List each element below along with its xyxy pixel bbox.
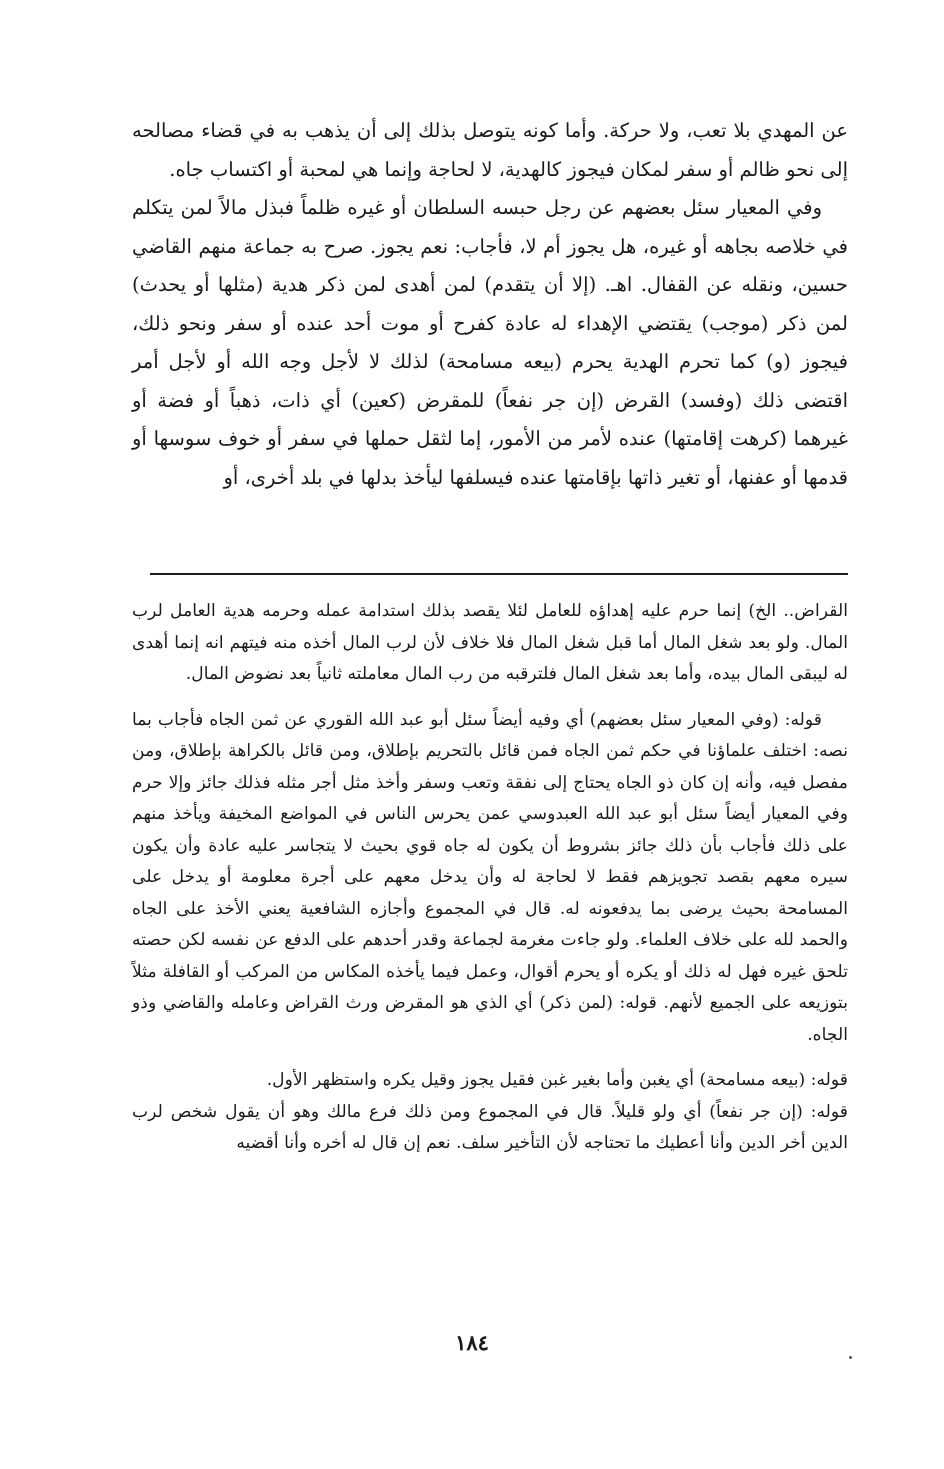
main-text [132,112,848,497]
main-paragraph-1: عن المهدي بلا تعب، ولا حركة. وأما كونه يتوصل بذلك إلى أن يذهب به في قضاء مصالحه إلى نحو ظالم أو سفر لمكان فيجوز كالهدية، لا لحاجة وإنما هي لمحبة أو اكتساب جاه. [132,119,848,181]
page-number: ١٨٤ [455,1330,489,1355]
footnote-separator [150,573,848,575]
footnote-2: قوله: (وفي المعيار سئل بعضهم) أي وفيه أيضاً سئل أبو عبد الله القوري عن ثمن الجاه فأجاب بما نصه: اختلف علماؤنا في حكم ثمن الجاه فمن قائل بالتحريم بإطلاق، ومن قائل بالكراهة بإطلاق، ومن مفصل فيه، وأنه إن كان ذو الجاه يحتاج إلى نفقة وتعب وسفر وأخذ مثل أجر مثله فذلك جائز وإلا حرم وفي المعيار أيضاً سئل أبو عبد الله العبدوسي عمن يحرس الناس في المواضع المخيفة ويأخذ منهم على ذلك فأجاب بأن ذلك جائز بشروط أن يكون له جاه قوي بحيث لا يتجاسر عليه عادة وأن يكون سيره معهم بقصد تجويزهم فقط لا لحاجة له وأن يدخل معهم على أجرة معلومة أو يدخل على المسامحة بحيث يرضى بما يدفعونه له. قال في المجموع وأجازه الشافعية يعني الأخذ على الجاه والحمد لله على خلاف العلماء. ولو جاءت مغرمة لجماعة وقدر أحدهم على الدفع عن نفسه لكن حصته تلحق غيره فهل له ذلك أو يكره أو يحرم أقوال، وعمل فيما يأخذه المكاس من المركب أو القافلة مثلاً بتوزيعه على الجميع لأنهم. قوله: (لمن ذكر) أي الذي هو المقرض ورث القراض وعامله والقاضي وذو الجاه. [132,709,848,1045]
scan-speck [849,1356,852,1359]
footnotes [132,596,848,1174]
footnote-1: القراض.. الخ) إنما حرم عليه إهداؤه للعامل لئلا يقصد بذلك استدامة عمله وحرمه هدية العامل لرب المال. ولو بعد شغل المال أما قبل شغل المال فلا خلاف لأن لرب المال أخذه منه فيتهم انه إنما أهدى له ليبقى المال بيده، وأما بعد شغل المال فلترقبه من رب المال معاملته ثانياً بعد نضوض المال. [132,601,848,684]
main-paragraph-2: وفي المعيار سئل بعضهم عن رجل حبسه السلطان أو غيره ظلماً فبذل مالاً لمن يتكلم في خلاصه بجاهه أو غيره، هل يجوز أم لا، فأجاب: نعم يجوز. صرح به جماعة منهم القاضي حسين، ونقله عن القفال. اهـ. (إلا أن يتقدم) لمن أهدى لمن ذكر هدية (مثلها أو يحدث) لمن ذكر (موجب) يقتضي الإهداء له عادة كفرح أو موت أحد عنده أو سفر ونحو ذلك، فيجوز (و) كما تحرم الهدية يحرم (بيعه مسامحة) لذلك لا لأجل وجه الله أو لأجل أمر اقتضى ذلك (وفسد) القرض (إن جر نفعاً) للمقرض (كعين) أي ذات، ذهباً أو فضة أو غيرهما (كرهت إقامتها) عنده لأمر من الأمور، إما لثقل حملها في سفر أو خوف سوسها أو قدمها أو عفنها، أو تغير ذاتها بإقامتها عنده فيسلفها ليأخذ بدلها في بلد أخرى، أو [132,196,848,489]
footnote-4: قوله: (إن جر نفعاً) أي ولو قليلاً. قال في المجموع ومن ذلك فرع مالك وهو أن يقول شخص لرب الدين أخر الدين وأنا أعطيك ما تحتاجه لأن التأخير سلف. نعم إن قال له أخره وأنا أقضيه [132,1101,848,1153]
footnote-3: قوله: (بيعه مسامحة) أي يغبن وأما بغير غبن فقيل يجوز وقيل يكره واستظهر الأول. [266,1070,848,1090]
